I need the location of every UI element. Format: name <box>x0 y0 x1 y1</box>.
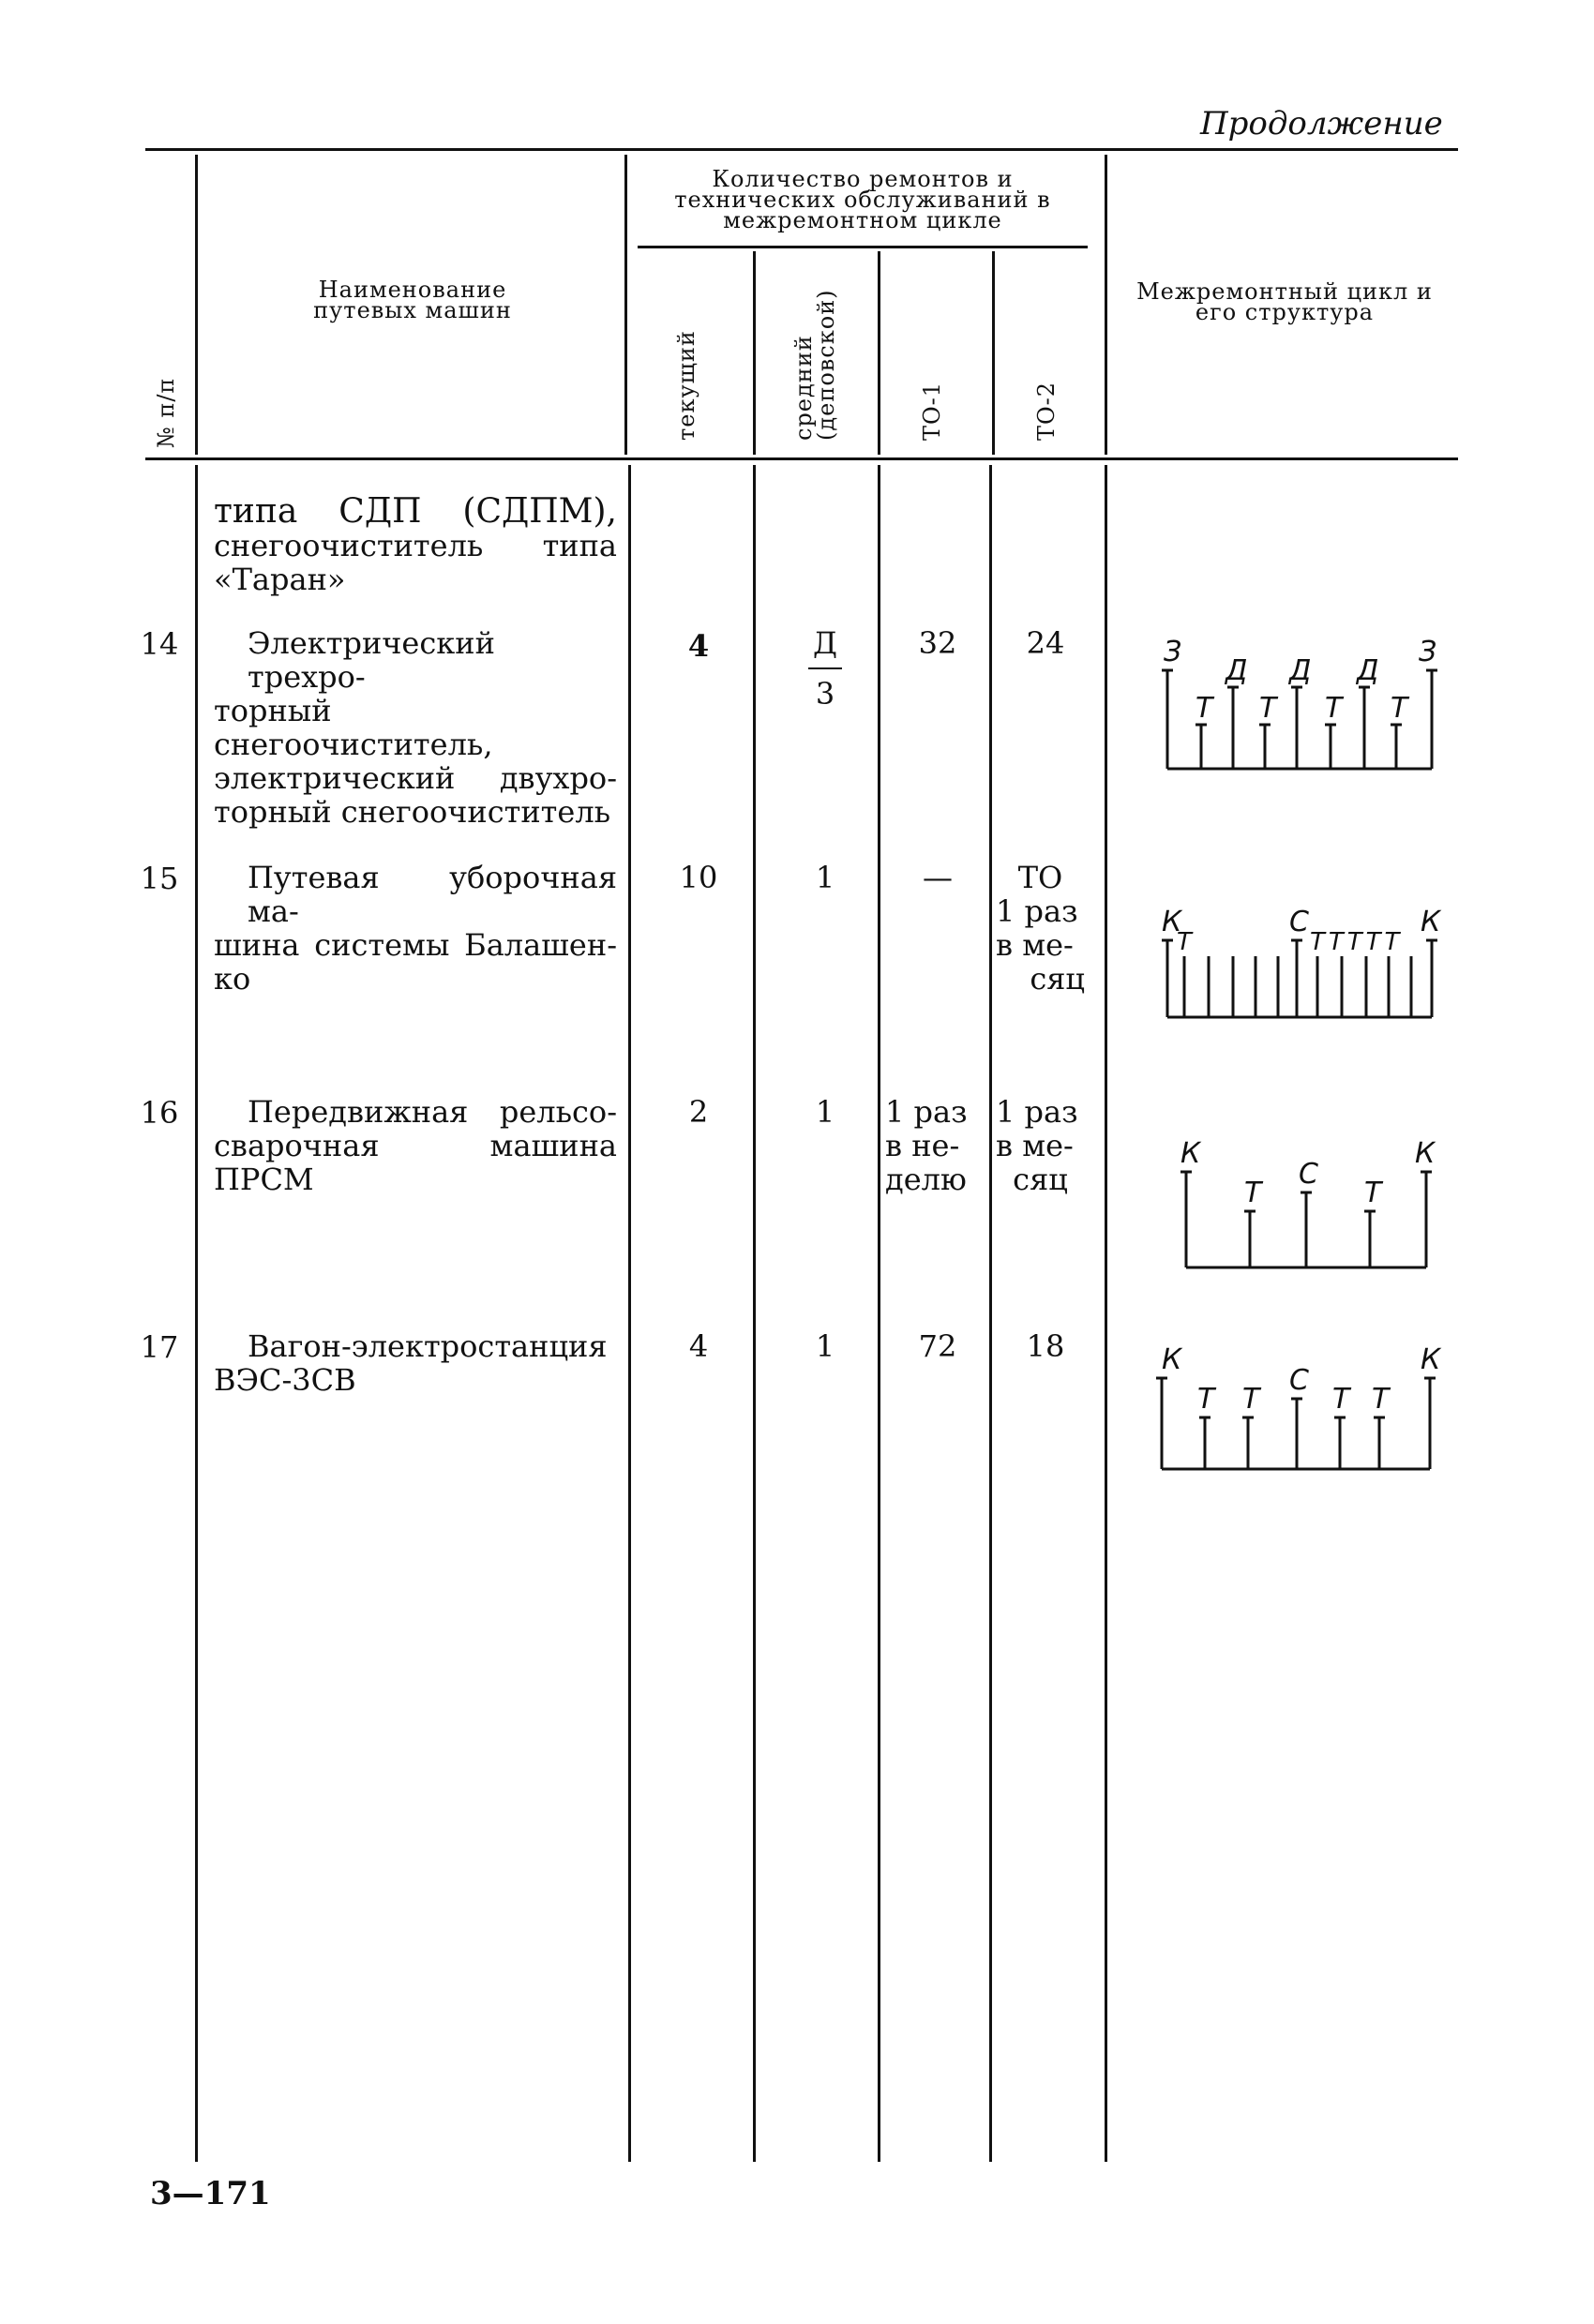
row-name <box>214 1095 617 1196</box>
row-continuation <box>214 492 617 597</box>
header-bottom-rule <box>145 457 1458 460</box>
to2-line: ТО <box>1017 860 1063 895</box>
header-to2: ТО-2 <box>1033 381 1060 441</box>
row-number: 15 <box>140 861 179 896</box>
diagram-label: С <box>1299 1158 1318 1191</box>
diagram-label: Т <box>1372 1383 1390 1416</box>
cycle-diagram-row16 <box>1167 1136 1449 1277</box>
diagram-label: Т <box>1244 1177 1262 1209</box>
col-divider-2 <box>624 155 627 455</box>
to1-value: 72 <box>918 1328 957 1364</box>
cycle-diagram-row15 <box>1149 905 1449 1027</box>
row-name <box>214 626 617 829</box>
cycle-diagram-row14 <box>1149 633 1449 783</box>
diagram-label: К <box>1421 1343 1441 1376</box>
diagram-label: Т <box>1364 1177 1382 1209</box>
diagram-label: К <box>1162 1343 1182 1376</box>
page-number: 3—171 <box>150 2175 271 2212</box>
fraction-bar <box>808 667 842 669</box>
header-cycle: Межремонтный цикл и его структура <box>1136 278 1433 325</box>
current-value: 2 <box>688 1094 709 1130</box>
to1-line: в не- <box>885 1128 960 1163</box>
medium-value: 1 <box>815 860 835 895</box>
to2-line: 1 раз <box>996 893 1078 929</box>
diagram-label: Т <box>1332 1383 1350 1416</box>
diagram-label: З <box>1164 636 1182 668</box>
diagram-label: Т <box>1242 1383 1260 1416</box>
to1-line: делю <box>885 1162 967 1197</box>
header-count-group: Количество ремонтов и технических обслуживаний в межремонтном цикле <box>674 166 1051 233</box>
group-header-rule <box>638 246 1088 248</box>
name-line: ВЭС-3СВ <box>214 1362 356 1398</box>
cycle-diagram-row17 <box>1149 1342 1449 1483</box>
header-number: № п/п <box>153 377 179 448</box>
row-name <box>214 861 617 996</box>
col-divider-5-body <box>989 465 992 2162</box>
col-divider-4 <box>878 251 880 455</box>
to2-value: 18 <box>1026 1328 1065 1364</box>
diagram-label: Т <box>1177 928 1196 956</box>
diagram-label: С <box>1289 1364 1309 1397</box>
current-value: 4 <box>687 628 710 664</box>
to1-value <box>885 1095 986 1196</box>
diagram-label: К <box>1415 1137 1436 1170</box>
to1-value: 32 <box>918 625 957 661</box>
name-line: Передвижная рельсо- <box>248 1094 617 1130</box>
diagram-label: Т <box>1197 1383 1215 1416</box>
col-divider-3-body <box>753 465 756 2162</box>
to2-line: 1 раз <box>996 1094 1078 1130</box>
to2-line: сяц <box>1030 961 1085 997</box>
name-line: снегоочиститель типа <box>214 528 617 563</box>
diagram-label: Т <box>1196 692 1213 725</box>
current-value: 10 <box>679 860 718 895</box>
medium-value-top: Д <box>812 625 837 661</box>
diagram-label: К <box>1180 1137 1201 1170</box>
diagram-label: Т <box>1391 692 1408 725</box>
table-top-rule <box>145 148 1458 151</box>
to1-value: — <box>923 860 953 895</box>
header-medium: средний (деповской) <box>790 289 839 441</box>
row-number: 17 <box>140 1329 179 1365</box>
to1-line: 1 раз <box>885 1094 968 1130</box>
row-number: 16 <box>140 1095 179 1131</box>
diagram-label: К <box>1162 906 1182 938</box>
medium-value-bottom: 3 <box>815 676 835 712</box>
current-value: 4 <box>688 1328 709 1364</box>
diagram-label: З <box>1419 636 1437 668</box>
col-divider-6-body <box>1105 465 1107 2162</box>
col-divider-2-body <box>628 465 631 2162</box>
diagram-label: Т <box>1259 692 1277 725</box>
header-current: текущий <box>673 330 699 441</box>
to2-line: сяц <box>1013 1162 1068 1197</box>
diagram-label: Д <box>1226 654 1248 687</box>
name-line: Вагон-электростанция <box>248 1328 608 1364</box>
name-line: шина системы Балашен- <box>214 927 617 963</box>
name-line: электрический двухро- <box>214 760 617 796</box>
diagram-label: Т <box>1325 692 1343 725</box>
to2-line: в ме- <box>996 1128 1074 1163</box>
name-line: торный снегоочиститель <box>214 794 611 830</box>
col-divider-4-body <box>878 465 880 2162</box>
continuation-label: Продолжение <box>1200 105 1443 142</box>
name-line: ко <box>214 961 251 997</box>
diagram-label: К <box>1421 906 1441 938</box>
name-line: ПРСМ <box>214 1162 314 1197</box>
diagram-label: ТТТТТ <box>1310 928 1404 956</box>
to2-value: 24 <box>1026 625 1065 661</box>
medium-value: 1 <box>815 1328 835 1364</box>
name-line: Электрический трехро- <box>248 625 495 695</box>
row-name <box>214 1329 617 1397</box>
name-line: Путевая уборочная ма- <box>248 860 617 929</box>
col-divider-1 <box>195 155 198 455</box>
medium-value: 1 <box>815 1094 835 1130</box>
name-line: «Таран» <box>214 562 346 597</box>
col-divider-5 <box>992 251 995 455</box>
name-line: типа СДП (СДПМ), <box>214 492 617 531</box>
to2-value <box>996 1095 1085 1196</box>
header-name: Наименование путевых машин <box>313 277 512 323</box>
to2-line: в ме- <box>996 927 1074 963</box>
diagram-label: С <box>1289 906 1309 938</box>
name-line: сварочная машина <box>214 1128 617 1163</box>
col-divider-1-body <box>195 465 198 2162</box>
header-to1: ТО-1 <box>919 381 945 441</box>
name-line: торный снегоочиститель, <box>214 693 493 762</box>
to2-value <box>996 861 1085 996</box>
diagram-label: Д <box>1289 654 1312 687</box>
col-divider-6 <box>1105 155 1107 455</box>
col-divider-3 <box>753 251 756 455</box>
diagram-label: Д <box>1357 654 1379 687</box>
row-number: 14 <box>140 626 179 662</box>
